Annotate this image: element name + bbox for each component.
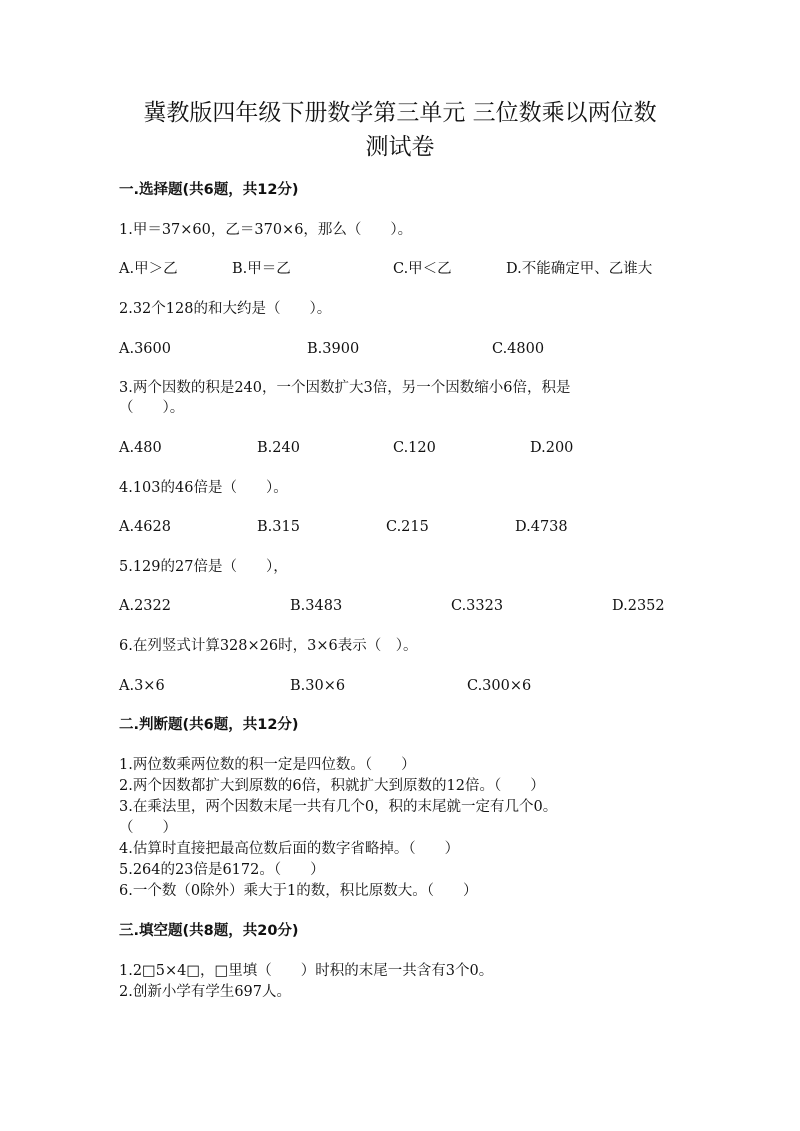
option-c: C.3323	[451, 598, 504, 614]
question-stem-continued: （ ）。	[119, 400, 185, 416]
option-c: C.300×6	[467, 678, 532, 694]
option-c: C.215	[386, 519, 429, 535]
question-stem: 3.两个因数的积是240，一个因数扩大3倍，另一个因数缩小6倍，积是	[119, 380, 571, 396]
option-c: C.120	[393, 440, 436, 456]
judge-item: 6.一个数（0除外）乘大于1的数，积比原数大。（ ）	[119, 883, 478, 899]
option-c: C.甲＜乙	[393, 261, 452, 277]
page-title	[100, 96, 700, 164]
question-stem: 1.甲＝37×60，乙＝370×6，那么（ ）。	[119, 222, 413, 238]
option-b: B.240	[257, 440, 300, 456]
option-d: D.不能确定甲、乙谁大	[506, 261, 653, 277]
section-heading-fill: 三.填空题(共8题，共20分)	[119, 923, 299, 939]
judge-item: 1.两位数乘两位数的积一定是四位数。（ ）	[119, 757, 416, 773]
option-b: B.3900	[307, 341, 360, 357]
judge-item-continued: （ ）	[119, 820, 177, 836]
judge-item: 5.264的23倍是6172。（ ）	[119, 862, 325, 878]
option-c: C.4800	[492, 341, 545, 357]
section-heading-judge: 二.判断题(共6题，共12分)	[119, 717, 299, 733]
section-heading-choice: 一.选择题(共6题，共12分)	[119, 182, 299, 198]
option-a: A.4628	[119, 519, 171, 535]
fill-item: 1.2□5×4□，□里填（ ）时积的末尾一共含有3个0。	[119, 963, 494, 979]
judge-item: 4.估算时直接把最高位数后面的数字省略掉。（ ）	[119, 841, 460, 857]
question-stem: 5.129的27倍是（ ），	[119, 559, 288, 575]
title-line-2: 测试卷	[365, 134, 435, 160]
question-stem: 6.在列竖式计算328×26时，3×6表示（ ）。	[119, 638, 418, 654]
option-b: B.315	[257, 519, 300, 535]
option-d: D.200	[530, 440, 574, 456]
question-stem: 4.103的46倍是（ ）。	[119, 480, 288, 496]
title-line-1: 冀教版四年级下册数学第三单元 三位数乘以两位数	[143, 100, 657, 126]
option-a: A.480	[119, 440, 162, 456]
option-a: A.2322	[119, 598, 171, 614]
option-a: A.3×6	[119, 678, 165, 694]
option-b: B.甲＝乙	[232, 261, 291, 277]
option-a: A.甲＞乙	[119, 261, 178, 277]
judge-item: 3.在乘法里，两个因数末尾一共有几个0，积的末尾就一定有几个0。	[119, 799, 558, 815]
question-stem: 2.32个128的和大约是（ ）。	[119, 301, 332, 317]
option-d: D.4738	[515, 519, 568, 535]
option-a: A.3600	[119, 341, 171, 357]
option-b: B.30×6	[290, 678, 346, 694]
option-b: B.3483	[290, 598, 343, 614]
fill-item: 2.创新小学有学生697人。	[119, 984, 292, 1000]
judge-item: 2.两个因数都扩大到原数的6倍，积就扩大到原数的12倍。（ ）	[119, 778, 545, 794]
option-d: D.2352	[612, 598, 665, 614]
